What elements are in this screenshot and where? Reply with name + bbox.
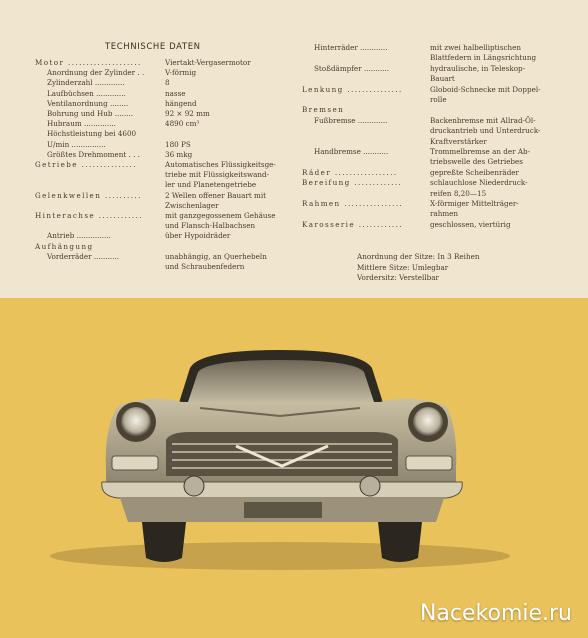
watermark: Nacekomie.ru [419,601,572,626]
spec-value: 36 mkg [165,149,193,159]
spec-value: Zwischenlager [165,200,219,210]
spec-row [35,119,275,129]
spec-label: Höchstleistung bei 4600 [47,129,137,139]
spec-row [35,129,275,139]
right-parking-lamp [406,456,452,470]
spec-value: schlauchlose Niederdruck- [430,178,528,188]
spec-label: Gelenkwellen .......... [35,190,142,200]
spec-label: Motor .................... [35,58,142,67]
spec-row [35,201,275,211]
spec-label: Lenkung ............... [302,84,403,94]
spec-value: 8 [165,78,170,88]
spec-row [35,262,275,272]
spec-row [302,189,552,199]
spec-label: Ventilanordnung ........ [47,98,129,108]
spec-row [302,209,552,219]
spec-row [302,95,552,105]
spec-row [302,157,552,167]
license-plate [244,502,322,518]
spec-value: nasse [165,88,186,98]
windshield [188,360,374,402]
spec-label: Rahmen ................ [302,199,404,208]
spec-row [35,231,275,241]
spec-value: Viertakt-Vergasermotor [165,58,251,67]
spec-column-right [302,43,552,248]
spec-label: Fußbremse ............. [314,115,388,125]
spec-value: unabhängig, an Querhebeln [165,251,267,261]
seating-line: Mittlere Sitze: Umlegbar [357,262,449,272]
spec-label: Bremsen [302,105,345,115]
spec-value: 2 Wellen offener Bauart mit [165,190,267,200]
spec-value: hängend [165,98,197,108]
spec-label: U/min ............... [47,139,106,149]
spec-label: Getriebe ............... [35,160,137,169]
spec-label: Laufbüchsen ............. [47,88,126,98]
spec-row [302,85,552,95]
spec-label: Antrieb ............... [47,231,111,241]
spec-label: Räder ................. [302,167,398,177]
spec-value: 4890 cm³ [165,119,200,129]
spec-label: Karosserie ............ [302,219,403,229]
spec-row [35,180,275,190]
spec-row [35,99,275,109]
spec-column-left [35,58,275,288]
spec-row [35,150,275,160]
spec-row [302,137,552,147]
spec-value: Backenbremse mit Allrad-Öl- [430,115,536,125]
spec-label: Handbremse ........... [314,147,389,156]
spec-row [35,191,275,201]
car-shadow [50,542,510,570]
seating-line: Anordnung der Sitze: In 3 Reihen [357,252,480,261]
spec-row [35,68,275,78]
spec-value: rahmen [430,209,459,219]
spec-value: 92 × 92 mm [165,109,210,118]
spec-row [302,53,552,63]
spec-value: reifen 8,20—15 [430,188,487,198]
seating-info [357,252,479,284]
spec-value: X-förmiger Mittelträger- [430,199,519,208]
spec-value: triebe mit Flüssigkeitswand- [165,170,270,180]
spec-value: hydraulische, in Teleskop- [430,63,526,73]
spec-row [302,126,552,136]
spec-row [302,220,552,230]
spec-value: und Schraubenfedern [165,262,245,271]
spec-value: 180 PS [165,139,191,149]
spec-label: Hinterachse ............ [35,211,143,220]
spec-value: Automatisches Flüssigkeitsge- [165,160,276,169]
spec-row [302,74,552,84]
spec-row [35,211,275,221]
spec-row [302,116,552,126]
grille [166,432,398,476]
spec-value: V-förmig [165,68,197,78]
spec-value: geschlossen, viertürig [430,219,511,229]
spec-value: Bauart [430,74,455,84]
spec-row [302,147,552,157]
car-illustration [0,298,588,638]
spec-row [35,221,275,231]
spec-row [302,43,552,53]
spec-label: Stoßdämpfer ........... [314,63,390,73]
left-front-wheel [142,522,186,562]
spec-label: Vorderräder ........... [47,251,120,261]
spec-row [35,170,275,180]
spec-row [35,109,275,119]
spec-row [302,64,552,74]
spec-value: mit zwei halbelliptischen [430,43,522,52]
spec-value: ler und Planetengetriebe [165,180,257,190]
spec-row [35,140,275,150]
spec-row [35,89,275,99]
spec-row [35,252,275,262]
spec-row [302,178,552,188]
spec-value: Trommelbremse an der Ab- [430,147,531,156]
spec-row [35,58,275,68]
spec-label: Bereifung ............. [302,178,403,188]
spec-value: Blattfedern in Längsrichtung [430,53,537,63]
spec-label: Größtes Drehmoment . . . [47,149,140,159]
spec-value: gepreßte Scheibenräder [430,167,519,177]
spec-row [302,199,552,209]
spec-value: Globoid-Schnecke mit Doppel- [430,84,541,94]
spec-row [302,168,552,178]
seating-line: Vordersitz: Verstellbar [357,273,439,282]
left-parking-lamp [112,456,158,470]
spec-row [302,105,552,115]
spec-label: Hinterräder ............ [314,43,388,52]
spec-label: Hubraum .............. [47,119,116,129]
spec-value: mit ganzgegossenem Gehäuse [165,211,276,220]
spec-label: Bohrung und Hub ........ [47,109,134,118]
spec-label: Aufhängung [35,241,94,251]
spec-value: triebswelle des Getriebes [430,157,523,167]
spec-value: und Flansch-Halbachsen [165,221,256,231]
page-title: TECHNISCHE DATEN [105,42,201,52]
spec-label: Zylinderzahl ............. [47,78,125,88]
spec-value: rolle [430,95,447,104]
right-front-wheel [378,522,422,562]
spec-row [35,160,275,170]
spec-value: Kraftverstärker [430,136,487,146]
spec-row [35,242,275,252]
spec-value: druckantrieb und Unterdruck- [430,126,541,136]
spec-row [35,78,275,88]
spec-label: Anordnung der Zylinder . . [47,68,145,78]
spec-value: über Hypoidräder [165,231,231,241]
front-bumper [102,482,462,498]
